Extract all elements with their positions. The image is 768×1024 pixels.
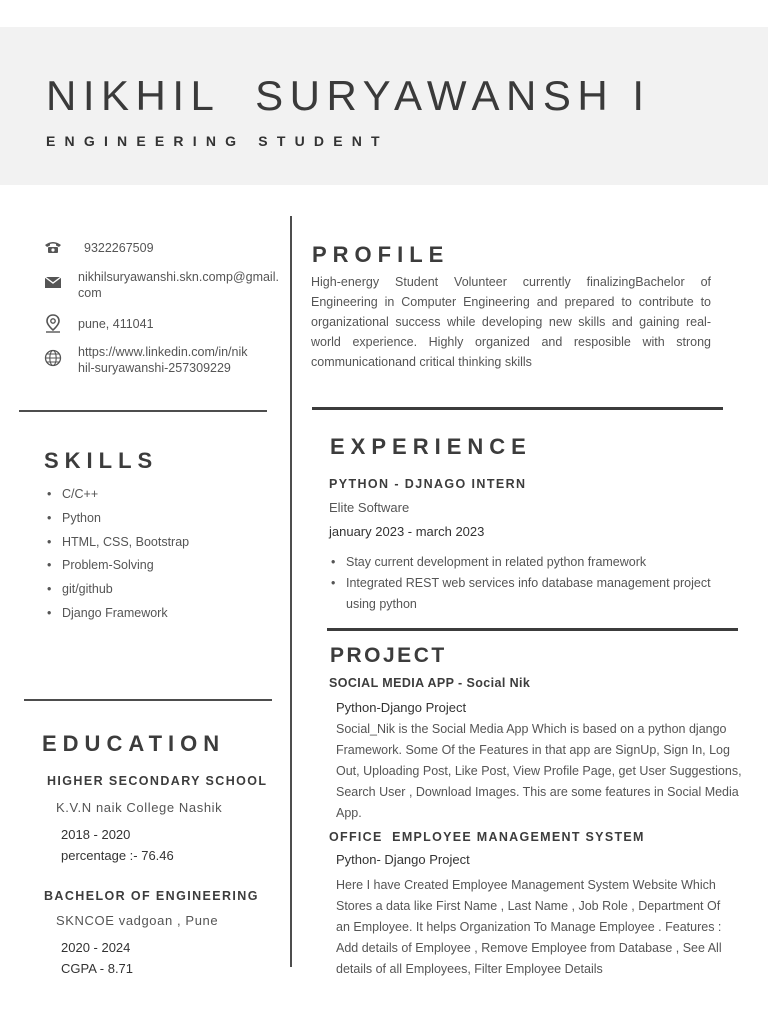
skill-item: • C/C++ (45, 487, 275, 511)
skill-item: • HTML, CSS, Bootstrap (45, 535, 275, 559)
location-pin-icon (42, 314, 64, 332)
experience-bullets (329, 552, 729, 615)
experience-role: PYTHON - DJNAGO INTERN (329, 477, 527, 491)
profile-text: High-energy Student Volunteer currently finalizingBachelor of Engineering in Computer Engineering and prepared to contribute to organizational success while developing new skills and gaining real-world experience. Highly organized and resposible with strong communicationand critical thinking skills (311, 275, 711, 369)
project-heading: PROJECT (330, 644, 447, 667)
contact-linkedin (42, 344, 248, 376)
skill-item: • Django Framework (45, 606, 275, 630)
phone-number: 9322267509 (84, 241, 154, 255)
project-title: SOCIAL MEDIA APP - Social Nik (329, 676, 531, 690)
linkedin-line-1: https://www.linkedin.com/in/nik (78, 345, 248, 359)
profile-heading: PROFILE (312, 242, 450, 267)
education-score: CGPA - 8.71 (61, 961, 134, 976)
project-description: Here I have Created Employee Management System Website Which Stores a data like First Name , Last Name , Job Role , Department Of an Employee. It helps Organization To Manage Employee . Features : Add details of Employee , Remove Employee from Database , See All details of all Employees, Filter Employee Details (336, 878, 722, 976)
column-divider (290, 216, 292, 967)
project-subtitle: Python- Django Project (336, 852, 470, 867)
experience-bullet: • Stay current development in related python framework (329, 552, 729, 573)
phone-icon (42, 240, 64, 258)
candidate-name: NIKHIL SURYAWANSH I (46, 72, 651, 119)
contact-email (42, 269, 279, 301)
email-line-1: nikhilsuryawanshi.skn.comp@gmail. (78, 270, 279, 284)
education-heading: EDUCATION (42, 731, 226, 756)
education-degree: BACHELOR OF ENGINEERING (44, 889, 259, 903)
skills-divider (24, 699, 272, 701)
skills-list (45, 487, 275, 630)
education-school: K.V.N naik College Nashik (56, 800, 223, 815)
contact-location (42, 314, 154, 332)
email-line-2: com (78, 286, 102, 300)
education-years: 2018 - 2020 (61, 827, 131, 842)
experience-heading: EXPERIENCE (330, 434, 532, 459)
project-title: OFFICE EMPLOYEE MANAGEMENT SYSTEM (329, 830, 645, 844)
email-address[interactable] (78, 269, 279, 301)
skills-heading: SKILLS (44, 448, 159, 473)
location-text: pune, 411041 (78, 317, 154, 331)
skill-item: • git/github (45, 582, 275, 606)
linkedin-url[interactable] (78, 344, 248, 376)
candidate-title: ENGINEERING STUDENT (46, 133, 389, 149)
education-years: 2020 - 2024 (61, 940, 131, 955)
education-degree: HIGHER SECONDARY SCHOOL (47, 774, 268, 788)
profile-divider (312, 407, 723, 410)
experience-divider (327, 628, 738, 631)
experience-company: Elite Software (329, 500, 410, 515)
experience-bullet: • Integrated REST web services info database management project using python (329, 573, 729, 615)
education-school: SKNCOE vadgoan , Pune (56, 913, 219, 928)
experience-dates: january 2023 - march 2023 (329, 524, 485, 539)
education-score: percentage :- 76.46 (61, 848, 174, 863)
mail-icon (42, 269, 64, 287)
project-subtitle: Python-Django Project (336, 700, 467, 715)
linkedin-line-2: hil-suryawanshi-257309229 (78, 361, 231, 375)
contact-phone (42, 240, 154, 258)
contact-divider (19, 410, 267, 412)
skill-item: • Problem-Solving (45, 558, 275, 582)
skill-item: • Python (45, 511, 275, 535)
globe-icon (42, 344, 64, 362)
project-description: Social_Nik is the Social Media App Which is based on a python django Framework. Some Of the Features in that app are SignUp, Sign In, Log Out, Uploading Post, Like Post, View Profile Page, get User Suggestions, Search User , Download Images. This are some features in Social Media App. (336, 722, 742, 820)
